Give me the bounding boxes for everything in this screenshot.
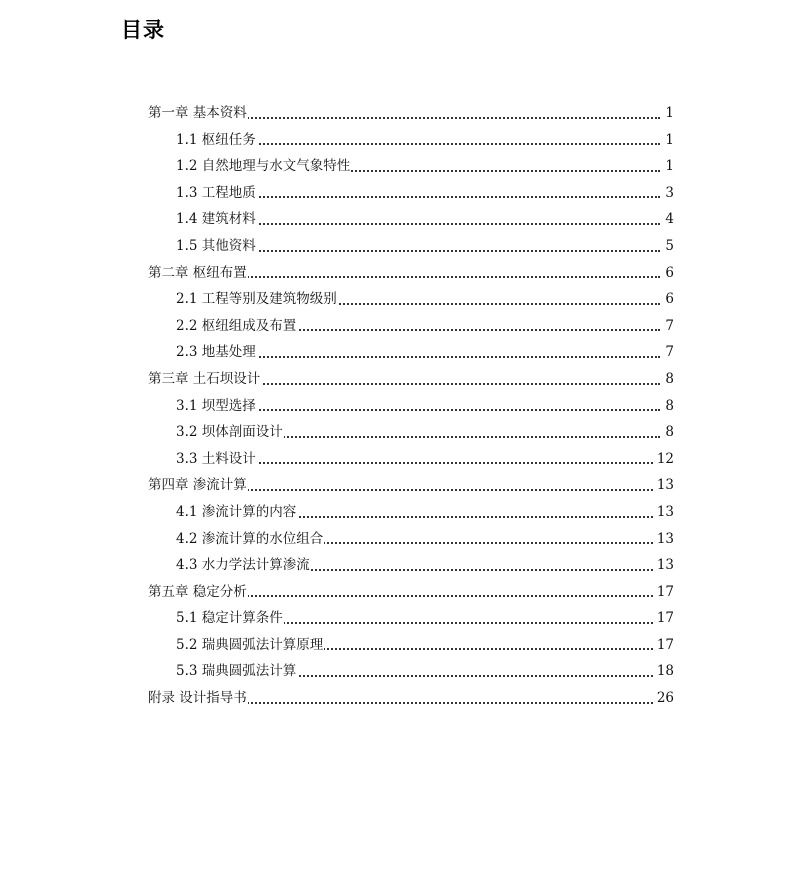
toc-entry-page-number: 17 (653, 579, 674, 606)
toc-entry-label: 第五章 稳定分析 (148, 583, 247, 600)
toc-entry-page-number: 4 (661, 206, 674, 233)
toc-entry-page-number: 7 (661, 339, 674, 366)
toc-section-entry[interactable] (148, 127, 674, 154)
toc-entry-label: 第二章 枢纽布置 (148, 264, 247, 281)
toc-section-entry[interactable] (148, 393, 674, 420)
toc-section-entry[interactable] (148, 339, 674, 366)
toc-entry-page-number: 5 (661, 233, 674, 260)
toc-entry-page-number: 12 (653, 446, 674, 473)
toc-entry-label: 4.3 水力学法计算渗流 (176, 557, 310, 574)
toc-entry-page-number: 17 (653, 632, 674, 659)
toc-entry-label: 1.2 自然地理与水文气象特性 (176, 158, 351, 175)
toc-entry-label: 1.3 工程地质 (176, 184, 256, 201)
toc-entry-page-number: 13 (653, 552, 674, 579)
toc-entry-page-number: 8 (661, 366, 674, 393)
toc-section-entry[interactable] (148, 552, 674, 579)
toc-entry-page-number: 6 (661, 260, 674, 287)
toc-entry-label: 1.5 其他资料 (176, 237, 256, 254)
toc-entry-page-number: 1 (661, 153, 674, 180)
toc-entry-label: 5.1 稳定计算条件 (176, 610, 283, 627)
toc-section-entry[interactable] (148, 632, 674, 659)
toc-entry-label: 2.1 工程等别及建筑物级别 (176, 291, 337, 308)
toc-entry-label: 3.2 坝体剖面设计 (176, 424, 283, 441)
toc-section-entry[interactable] (148, 206, 674, 233)
toc-section-entry[interactable] (148, 233, 674, 260)
toc-entry-label: 附录 设计指导书 (148, 690, 247, 707)
toc-entry-page-number: 8 (661, 419, 674, 446)
toc-section-entry[interactable] (148, 605, 674, 632)
toc-entry-page-number: 18 (653, 658, 674, 685)
toc-section-entry[interactable] (148, 286, 674, 313)
toc-entry-page-number: 1 (661, 127, 674, 154)
toc-entry-page-number: 8 (661, 393, 674, 420)
table-of-contents (148, 100, 674, 712)
toc-entry-label: 3.1 坝型选择 (176, 397, 256, 414)
page-title: 目录 (121, 18, 165, 42)
toc-entry-page-number: 13 (653, 499, 674, 526)
toc-entry-page-number: 17 (653, 605, 674, 632)
toc-section-entry[interactable] (148, 499, 674, 526)
toc-entry-page-number: 26 (653, 685, 674, 712)
toc-entry-label: 2.2 枢纽组成及布置 (176, 317, 297, 334)
toc-entry-page-number: 7 (661, 313, 674, 340)
toc-section-entry[interactable] (148, 446, 674, 473)
toc-entry-label: 第三章 土石坝设计 (148, 370, 261, 387)
toc-entry-label: 5.2 瑞典圆弧法计算原理 (176, 636, 324, 653)
toc-entry-label: 第四章 渗流计算 (148, 477, 247, 494)
toc-section-entry[interactable] (148, 526, 674, 553)
toc-section-entry[interactable] (148, 180, 674, 207)
toc-entry-label: 1.4 建筑材料 (176, 211, 256, 228)
toc-entry-label: 第一章 基本资料 (148, 105, 247, 121)
toc-entry-label: 2.3 地基处理 (176, 344, 256, 361)
toc-section-entry[interactable] (148, 153, 674, 180)
toc-chapter-entry[interactable] (148, 260, 674, 287)
toc-entry-label: 1.1 枢纽任务 (176, 131, 256, 148)
toc-section-entry[interactable] (148, 658, 674, 685)
toc-entry-page-number: 13 (653, 472, 674, 499)
toc-entry-page-number: 1 (661, 100, 674, 127)
toc-entry-label: 4.2 渗流计算的水位组合 (176, 530, 324, 547)
toc-chapter-entry[interactable] (148, 472, 674, 499)
toc-entry-label: 4.1 渗流计算的内容 (176, 503, 297, 520)
toc-section-entry[interactable] (148, 313, 674, 340)
toc-entry-page-number: 3 (661, 180, 674, 207)
toc-chapter-entry[interactable] (148, 366, 674, 393)
toc-chapter-entry[interactable] (148, 685, 674, 712)
toc-entry-page-number: 6 (661, 286, 674, 313)
toc-chapter-entry[interactable] (148, 100, 674, 127)
toc-entry-label: 3.3 土料设计 (176, 450, 256, 467)
toc-section-entry[interactable] (148, 419, 674, 446)
toc-chapter-entry[interactable] (148, 579, 674, 606)
toc-entry-page-number: 13 (653, 526, 674, 553)
toc-entry-label: 5.3 瑞典圆弧法计算 (176, 663, 297, 680)
